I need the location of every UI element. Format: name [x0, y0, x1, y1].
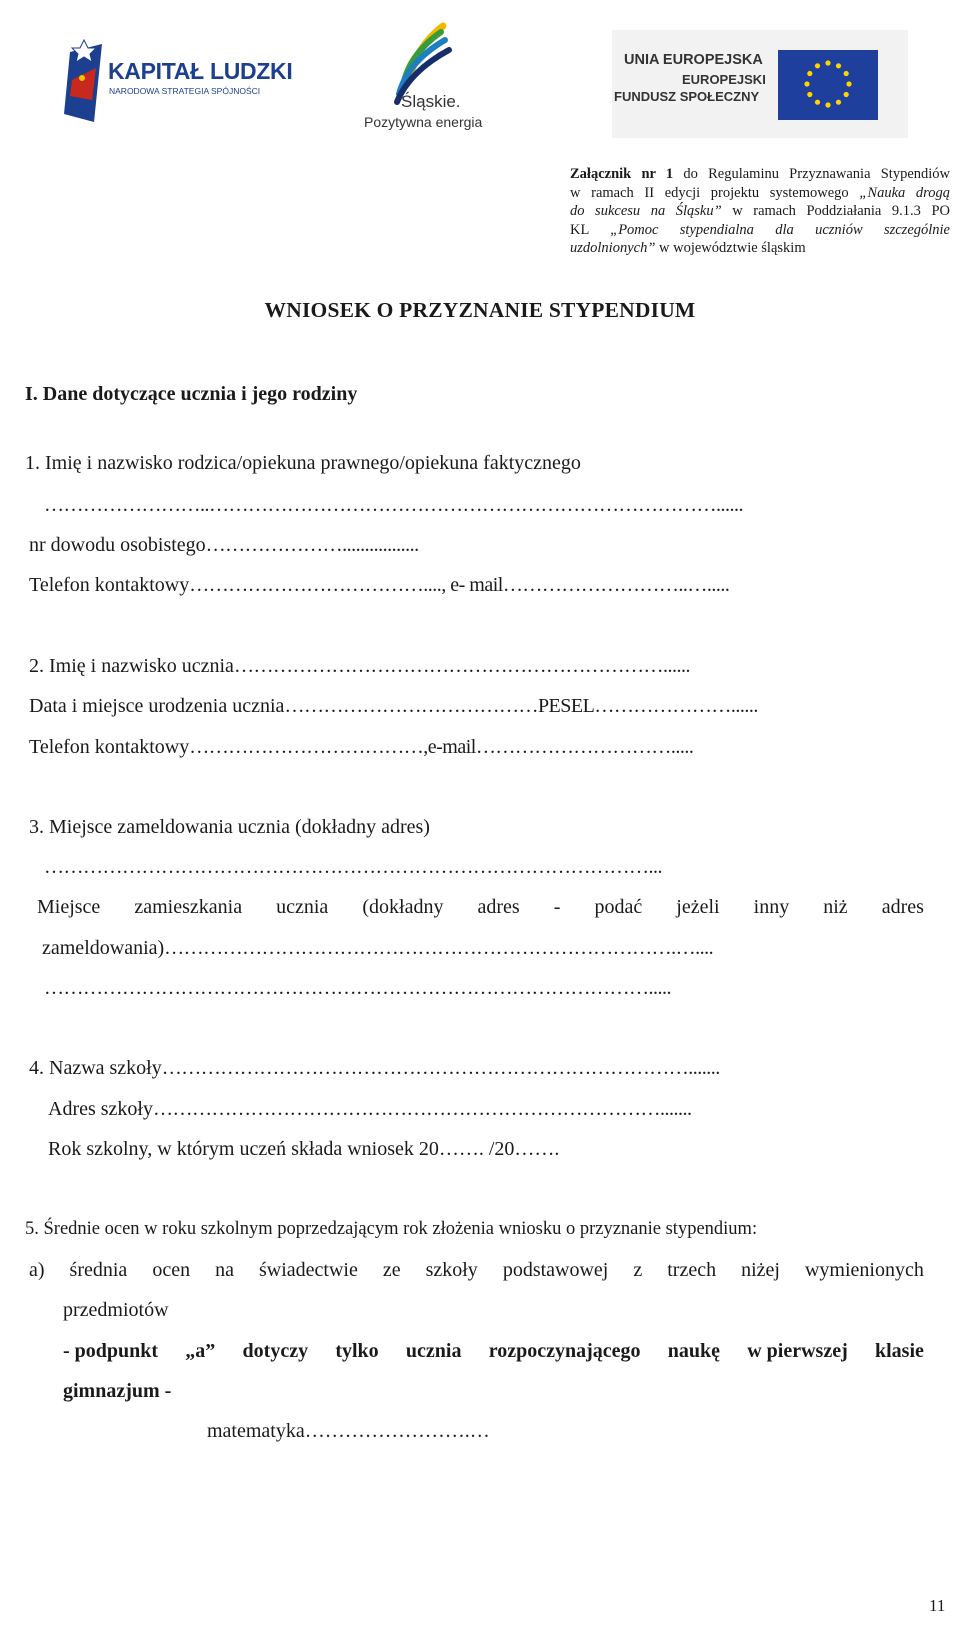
- school-name-row: [29, 1057, 720, 1080]
- subpoint-a-note: [63, 1340, 924, 1363]
- subpoint-a-note-word: - podpunkt: [63, 1340, 159, 1362]
- school-name-field[interactable]: ……………………………………………………………………….......: [161, 1057, 720, 1079]
- residence-label-word: ucznia: [276, 896, 329, 918]
- subpoint-a-word: a): [29, 1259, 45, 1281]
- parent-name-label: 1. Imię i nazwisko rodzica/opiekuna prawnego/opiekuna faktycznego: [25, 452, 581, 474]
- subpoint-a-note-word: ucznia: [405, 1340, 462, 1362]
- annex-line-1: Załącznik nr 1 do Regulaminu Przyznawania Stypendiów: [570, 166, 950, 182]
- parent-phone-field[interactable]: ………………………………...., e- mail: [189, 574, 503, 596]
- id-card-label: nr dowodu osobistego: [29, 534, 206, 556]
- registration-address-label: 3. Miejsce zameldowania ucznia (dokładny adres): [29, 816, 430, 838]
- subpoint-a-word: wymienionych: [804, 1259, 924, 1281]
- annex-line-4: KL „Pomoc stypendialna dla uczniów szczególnie: [570, 221, 950, 238]
- subpoint-a-word: ze: [382, 1259, 401, 1281]
- residence-label-cont: zameldowania): [42, 937, 165, 959]
- kapital-ludzki-title: KAPITAŁ LUDZKI: [108, 58, 293, 84]
- parent-name-field[interactable]: ……………………..……………………………………………………………………......: [44, 494, 743, 516]
- student-phone-label: Telefon kontaktowy: [29, 736, 190, 758]
- subpoint-a-note-word: tylko: [335, 1340, 379, 1362]
- slaskie-name: Śląskie.: [401, 92, 461, 111]
- residence-label-word: niż: [823, 896, 848, 918]
- subpoint-a-word: trzech: [667, 1259, 717, 1281]
- parent-phone-label: Telefon kontaktowy: [29, 574, 190, 596]
- registration-address-field[interactable]: …………………………………………………………………………………...: [44, 856, 662, 878]
- student-email-field[interactable]: ………………………….....: [475, 736, 694, 758]
- birth-row: [29, 695, 758, 718]
- student-name-field[interactable]: …………………………………………………………......: [233, 655, 690, 677]
- residence-label-word: zamieszkania: [134, 896, 243, 918]
- residence-address-field-2[interactable]: ………………………………………………………………………………….....: [44, 977, 671, 999]
- page-number: 11: [929, 1596, 946, 1615]
- birth-label: Data i miejsce urodzenia ucznia: [29, 695, 285, 717]
- annex-line-2: w ramach II edycji projektu systemowego „Nauka drogą: [570, 184, 950, 201]
- residence-label-word: -: [553, 896, 561, 918]
- subpoint-a-note-word: „a”: [185, 1340, 216, 1362]
- subpoint-a-note-cont: gimnazjum -: [63, 1380, 172, 1402]
- school-year-field[interactable]: Rok szkolny, w którym uczeń składa wniosek 20……. /20…….: [48, 1138, 560, 1160]
- school-address-label: Adres szkoły: [48, 1098, 153, 1120]
- eu-flag-icon: [778, 50, 878, 120]
- section-heading: I. Dane dotyczące ucznia i jego rodziny: [25, 383, 358, 405]
- residence-label-word: Miejsce: [37, 896, 101, 918]
- residence-label-word: (dokładny: [362, 896, 444, 918]
- subpoint-a-word: niżej: [741, 1259, 780, 1281]
- pesel-field[interactable]: …………………......: [594, 695, 758, 717]
- ue-line1: UNIA EUROPEJSKA: [624, 52, 763, 68]
- page-title: WNIOSEK O PRZYZNANIE STYPENDIUM: [264, 298, 696, 322]
- subpoint-a-label-cont: przedmiotów: [63, 1299, 169, 1321]
- residence-label-word: adres: [477, 896, 520, 918]
- subpoint-a-note-word: w pierwszej: [747, 1340, 848, 1362]
- ue-logo: [612, 30, 908, 138]
- residence-label-word: jeżeli: [676, 896, 720, 918]
- student-name-label: 2. Imię i nazwisko ucznia: [29, 655, 234, 677]
- school-address-row: [48, 1098, 691, 1121]
- ue-line3: FUNDUSZ SPOŁECZNY: [614, 89, 760, 104]
- subpoint-a-word: z: [633, 1259, 643, 1281]
- ue-line2: EUROPEJSKI: [682, 72, 766, 87]
- subpoint-a-word: średnia: [69, 1259, 128, 1281]
- residence-label-word: podać: [594, 896, 643, 918]
- student-contact-row: [29, 736, 693, 759]
- math-grade-field[interactable]: matematyka…………………….…: [207, 1420, 490, 1442]
- subpoint-a-note-word: rozpoczynającego: [488, 1340, 641, 1362]
- parent-email-field[interactable]: ………………………..….....: [502, 574, 730, 596]
- student-name-row: [29, 655, 690, 678]
- subpoint-a-note-word: klasie: [874, 1340, 924, 1362]
- subpoint-a-word: podstawowej: [502, 1259, 609, 1281]
- annex-header: [570, 165, 950, 258]
- residence-label-word: inny: [753, 896, 790, 918]
- subpoint-a-label: [29, 1259, 924, 1282]
- subpoint-a-note-word: naukę: [667, 1340, 720, 1362]
- residence-address-field[interactable]: …………………………………………………………………….…....: [164, 937, 714, 959]
- school-name-label: 4. Nazwa szkoły: [29, 1057, 162, 1079]
- birth-field[interactable]: …………………………………PESEL: [284, 695, 595, 717]
- subpoint-a-word: ocen: [152, 1259, 191, 1281]
- slaskie-logo: [355, 18, 495, 143]
- subpoint-a-word: szkoły: [425, 1259, 478, 1281]
- residence-address-label: [37, 896, 924, 919]
- subpoint-a-word: na: [215, 1259, 234, 1281]
- school-address-field[interactable]: …………………………………………………………………….......: [152, 1098, 692, 1120]
- annex-line-5: uzdolnionych” w województwie śląskim: [570, 240, 806, 256]
- kapital-ludzki-subtitle: NARODOWA STRATEGIA SPÓJNOŚCI: [109, 86, 261, 96]
- residence-label-word: adres: [881, 896, 924, 918]
- subpoint-a-note-word: dotyczy: [242, 1340, 309, 1362]
- subpoint-a-word: świadectwie: [258, 1259, 358, 1281]
- averages-label: 5. Średnie ocen w roku szkolnym poprzedzającym rok złożenia wniosku o przyznanie stypendium:: [25, 1219, 758, 1239]
- parent-contact-row: [29, 574, 729, 597]
- slaskie-tagline: Pozytywna energia: [364, 114, 483, 130]
- kapital-ludzki-logo: [62, 30, 293, 138]
- residence-row: [42, 937, 713, 960]
- id-card-field[interactable]: ………………….................: [205, 534, 419, 556]
- id-card-row: [29, 534, 419, 557]
- student-phone-field[interactable]: ………………………………,e-mail: [189, 736, 476, 758]
- annex-line-3: do sukcesu na Śląsku” w ramach Poddziałania 9.1.3 PO: [570, 203, 950, 219]
